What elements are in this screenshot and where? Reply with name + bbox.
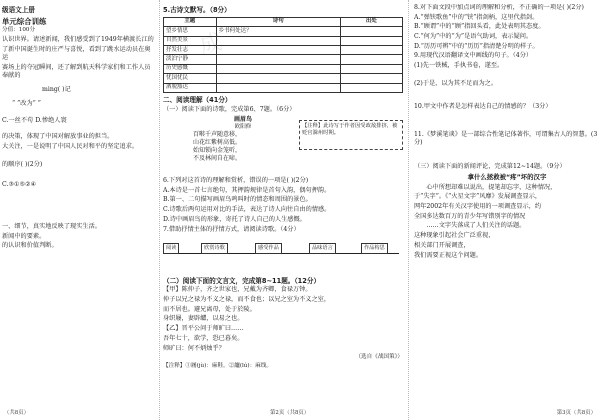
article-line: 全国多达数百万的青少年写错别字的情况: [414, 212, 526, 220]
table-cell: [340, 55, 402, 64]
timeline-label: 品味语言: [309, 243, 336, 254]
q6-option: C.诗歌后两句运用对比的手法，表达了诗人向往自由的情感。: [163, 206, 331, 214]
question-9: 9.用现代汉语翻译文中画线的句子。（4分）: [414, 52, 533, 60]
classic-footnote: 【注释】①屦(jù)：麻鞋。②纑(lú)：麻线。: [163, 363, 272, 370]
page-footer: （共8页）: [4, 409, 29, 416]
left-bottom-line: 的认识和价值判断。: [2, 242, 58, 250]
table-header: 主题: [164, 17, 217, 26]
reading-timeline: [163, 236, 403, 274]
left-line: 认识世界。请述新闻，我们感受到了1949年横渡长江的: [2, 36, 154, 44]
table-cell: 忧国忧民: [164, 74, 217, 83]
question-7: 7.借助抒情主体的抒情方式，请阅读诗歌。（4分）: [163, 225, 300, 233]
exam-title: 单元综合训练: [2, 16, 47, 26]
table-row: [164, 55, 403, 64]
table-cell: [216, 83, 340, 92]
poem-line: 不及林间自在啼。: [193, 155, 242, 163]
page-footer: 第3页（共8页）: [556, 409, 596, 416]
table-header: 出处: [340, 17, 402, 26]
article-line: 网年2002年有关汉字使用的一项调查显示，约: [414, 203, 542, 211]
exam-header: 级语文上册: [2, 6, 35, 14]
table-cell: [216, 64, 340, 73]
right-column: [414, 4, 600, 406]
article-line: 我们需要正视这个问题。: [414, 251, 483, 259]
table-cell: [216, 46, 340, 55]
table-cell: 抒发壮志: [164, 46, 217, 55]
q8-option: B.“顾谓”中的“顾”指回头看，此处表明其态度。: [414, 23, 545, 31]
table-cell: [216, 55, 340, 64]
poem-annotation: 【注释】此诗写于作者因受政敌排挤，被贬官滁州时期。: [299, 120, 403, 150]
table-cell: 望乡情思: [164, 27, 217, 36]
poem-author: 欧阳修: [234, 124, 252, 130]
poem-line: 始知锁向金笼听，: [193, 147, 242, 155]
poem-line: 山花红紫树高低。: [193, 139, 242, 147]
table-cell: 淡泊宁静: [164, 55, 217, 64]
classic-line: 【乙】晋平公问于师旷曰……: [163, 325, 244, 333]
reading-1-intro: （一）阅读下面的诗歌，完成第6、7题。（6分）: [163, 105, 296, 113]
q9-item: (2)于是，以为其不足而为之。: [414, 80, 498, 88]
poem-table: [163, 17, 403, 94]
question-8: 8.对下面文段中加点词的理解和分析，不正确的一项是( )(2分): [414, 4, 584, 11]
question-5: 5.古诗文默写。（8分）: [163, 6, 231, 14]
classic-line: 【甲】陈仲子，齐之世家也，兄戴为齐卿，食禄万钟。: [163, 286, 312, 294]
q6-option: A.本诗是一首七言绝句，其押韵规律是首句入韵，偶句押韵。: [163, 186, 331, 194]
section-2-title: 二、阅读理解（41分）: [163, 96, 232, 105]
left-line: 了新中国诞生时的庄严与喜悦，看到了跳水运动员在奥运: [2, 46, 151, 62]
table-cell: [216, 36, 340, 45]
poem-text: [193, 116, 293, 163]
classic-line: 身织屦，妻辟纑，以易之也。: [163, 315, 244, 323]
left-line: 大关注，一是说明了中国人民对和平的坚定追求。: [2, 142, 139, 150]
timeline-label: 欣赏诗歌: [201, 243, 228, 254]
table-cell: 洒脱豁达: [164, 83, 217, 92]
q6-option: D.诗中画眉鸟的形象，寄托了诗人自己的人生感慨。: [163, 215, 306, 223]
table-header: 诗句: [216, 17, 340, 26]
watermark: 成: [197, 29, 225, 60]
timeline-label: 阅读: [163, 243, 179, 254]
table-row: [164, 64, 403, 73]
table-row: [164, 46, 403, 55]
option-line: C.一丝不苟 D.惨绝人寰: [2, 116, 67, 124]
poem-title: 画眉鸟: [233, 116, 252, 124]
q8-option: C.“何为”中的“为”是语气助词，表示疑问。: [414, 33, 533, 41]
classic-line: 吾年七十，欲学，恐已暮矣。: [163, 334, 244, 342]
page-footer: 第2页（共8页）: [270, 409, 310, 416]
article-line: ……文字失落成了人们关注的话题。: [414, 222, 526, 230]
article-line: 这种现象引起社会广泛重视，: [414, 232, 495, 240]
table-cell: 自然美景: [164, 36, 217, 45]
timeline-label: 作品构思: [361, 243, 388, 254]
pinyin-blank: ming( )记: [42, 86, 71, 94]
table-cell: [340, 83, 402, 92]
table-cell: [340, 46, 402, 55]
table-cell: 乡书何处达？: [216, 27, 340, 36]
q9-item: (1)先一铁械，手执书卷，遂至。: [414, 62, 504, 70]
reading-2-intro: （二）阅读下面的文言文，完成第8~11题。（12分）: [163, 276, 321, 285]
table-row: [164, 74, 403, 83]
left-line: 赛场上的夺冠瞬间，还了解到航天科学家们和工作人员奉献的: [2, 63, 151, 80]
middle-column: [163, 4, 403, 406]
reading-3-intro: （三）阅读下面的新闻评论，完成第12~14题。（9分）: [414, 163, 566, 171]
table-row: [164, 27, 403, 36]
table-cell: [340, 74, 402, 83]
table-cell: [340, 27, 402, 36]
left-line: C.③①⑤②④: [2, 180, 37, 188]
article-title: 拿什么拯救被“疼”坏的汉字: [467, 173, 547, 182]
question-11: 11.《梦溪笔谈》是一部综合性笔记体著作，可谓集古人的智慧。(3分): [414, 130, 598, 146]
timeline-label: 感受作品: [255, 243, 282, 254]
table-cell: [216, 74, 340, 83]
table-cell: [340, 36, 402, 45]
column-divider: [159, 0, 160, 420]
article-line: 相关部门开展调查，: [414, 241, 470, 249]
table-cell: [340, 64, 402, 73]
q6-option: B.第一、二句描写画眉鸟鸣叫时的情态和周围的景色。: [163, 196, 312, 204]
classic-source: （选自《战国策》）: [355, 354, 403, 361]
article-line: 于“失字”。《“火星文字”风靡》发展调查显示，: [414, 193, 542, 201]
question-6: 6.下列对这首诗的理解和赏析，错误的一项是( )(2分): [163, 177, 309, 185]
table-cell: 历史感慨: [164, 64, 217, 73]
correction-blank: “ ”改为“ ”: [12, 100, 41, 108]
q8-option: D.“历历可辨”中的“历历”指清楚分明的样子。: [414, 42, 539, 50]
exam-meta: 分值：100分: [2, 27, 36, 34]
left-bottom-line: 一、细节，真实地反映了现实生活。: [2, 223, 101, 231]
poem-line: 百啭千声随意移，: [193, 131, 242, 139]
table-row: [164, 36, 403, 45]
left-bottom-line: 新闻中的要素。: [2, 232, 46, 240]
left-line: 的决策，体现了中国对解放事业的担当。: [2, 132, 114, 140]
table-row: [164, 83, 403, 92]
question-10: 10.甲文中作者是怎样表达自己的情感的？（3分）: [414, 102, 552, 110]
poem-block: [163, 116, 403, 174]
classic-line: 师旷曰：何不炳烛乎？: [163, 344, 225, 352]
classic-line: 而不居也。避兄离母，处于於陵。: [163, 305, 256, 313]
left-column: [0, 4, 155, 406]
q8-option: A.“弹铗歌鱼”中的“铗”指剑柄，这里代指剑。: [414, 13, 539, 21]
column-divider: [408, 0, 409, 420]
classic-line: 仲子以兄之禄为不义之禄，而不食也；以兄之室为不义之室，: [163, 296, 331, 304]
left-line: 的顺序( )(2分): [2, 160, 43, 168]
article-line: 心中所想却难以说出，提笔却忘字，这种情况，: [414, 183, 557, 191]
